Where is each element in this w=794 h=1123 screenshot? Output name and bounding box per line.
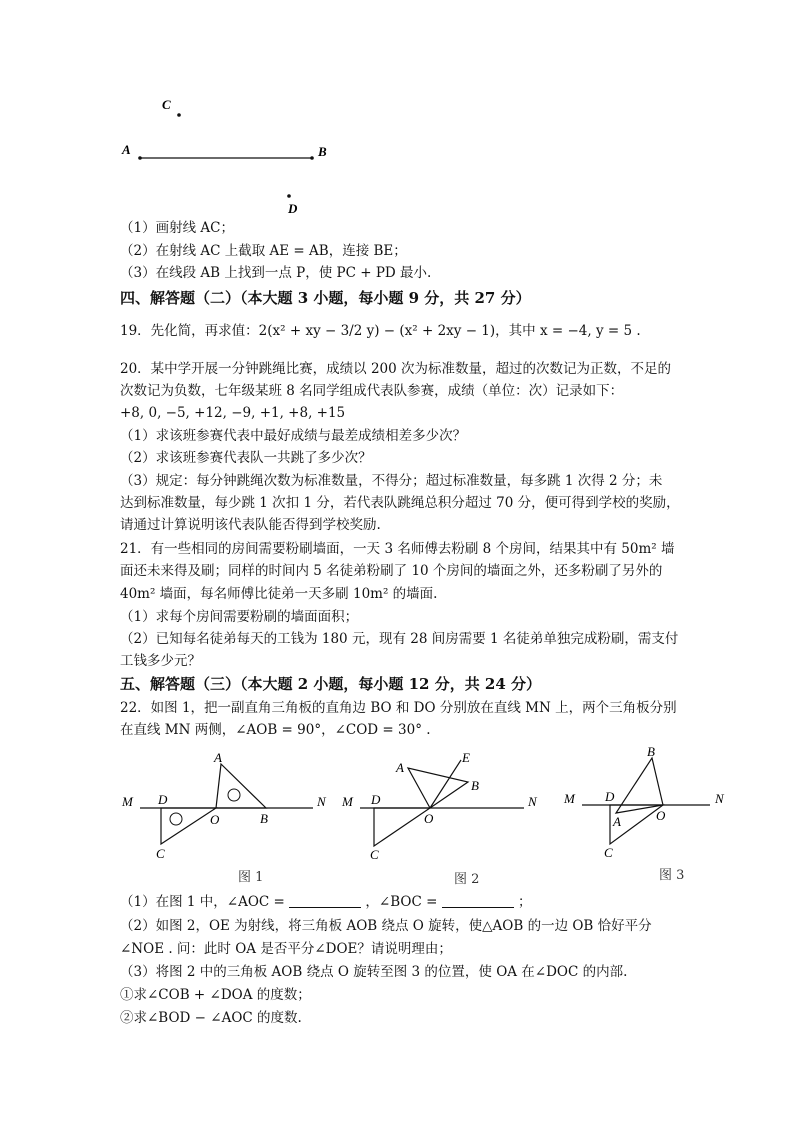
figure-3-caption: 图 3	[659, 868, 685, 883]
label-B: B	[260, 811, 268, 826]
point-C	[177, 113, 181, 117]
label-B: B	[647, 744, 655, 759]
triangle-hole	[228, 789, 240, 801]
label-A: A	[122, 142, 131, 157]
figure-2	[338, 746, 548, 863]
q20-line6: （3）规定：每分钟跳绳次数为标准数量，不得分；超过标准数量，每多跳 1 次得 2 分；未	[120, 473, 663, 489]
q22-sub3: （3）将图 2 中的三角板 AOB 绕点 O 旋转至图 3 的位置，使 OA 在∠DOC 的内部.	[120, 964, 628, 980]
answer-blank-aoc[interactable]	[289, 893, 361, 908]
q20-line7: 达到标准数量，每少跳 1 次扣 1 分，若代表队跳绳总积分超过 70 分，便可得到学校的奖励，	[120, 495, 680, 511]
q22-sub1-part-a: （1）在图 1 中，∠AOC =	[120, 894, 285, 910]
label-D: D	[371, 792, 381, 807]
triangle-COD	[161, 808, 216, 844]
q18-step2: （2）在射线 AC 上截取 AE = AB，连接 BE；	[120, 243, 407, 259]
label-B: B	[471, 778, 479, 793]
label-D: D	[288, 201, 298, 216]
section-5-heading: 五、解答题（三）（本大题 2 小题，每小题 12 分，共 24 分）	[120, 675, 542, 693]
point-A	[138, 156, 142, 160]
triangle-AOB	[408, 768, 468, 808]
point-line-figure	[110, 90, 350, 220]
q22-sub1-part-b: ，∠BOC =	[365, 894, 438, 910]
figure-3	[560, 744, 736, 862]
ray-OE	[430, 760, 461, 808]
q22-sub1	[120, 892, 532, 912]
label-C: C	[156, 846, 165, 861]
label-M: M	[342, 794, 353, 809]
label-C: C	[370, 847, 379, 862]
label-O: O	[210, 812, 220, 827]
q19-text: 19．先化简，再求值：2(x² + xy − 3/2 y) − (x² + 2xy − 1)，其中 x = −4, y = 5 .	[120, 323, 641, 339]
label-N: N	[528, 794, 537, 809]
label-B: B	[318, 144, 327, 159]
label-C: C	[162, 97, 171, 112]
answer-blank-boc[interactable]	[442, 893, 514, 908]
q22-line2: 在直线 MN 两侧，∠AOB = 90°，∠COD = 30° .	[120, 722, 431, 738]
q21-line3: 40m² 墙面，每名师傅比徒弟一天多刷 10m² 的墙面.	[120, 586, 438, 602]
q20-line3: +8, 0, −5, +12, −9, +1, +8, +15	[120, 405, 346, 421]
q22-sub1-part-c: ；	[518, 894, 532, 910]
q20-line8: 请通过计算说明该代表队能否得到学校奖励.	[120, 517, 381, 533]
q22-sub3-part1: ①求∠COB + ∠DOA 的度数；	[120, 987, 311, 1003]
q21-line6: 工钱多少元？	[120, 653, 201, 669]
figure-1-caption: 图 1	[238, 870, 264, 885]
q18-step1: （1）画射线 AC；	[120, 220, 234, 236]
label-A: A	[396, 760, 404, 775]
label-C: C	[604, 845, 613, 860]
label-N: N	[317, 794, 326, 809]
q21-line1: 21．有一些相同的房间需要粉刷墙面，一天 3 名师傅去粉刷 8 个房间，结果其中有 50m² 墙	[120, 541, 675, 557]
triangle-hole	[170, 813, 182, 825]
q22-sub2-line2: ∠NOE . 问：此时 OA 是否平分∠DOE？请说明理由；	[120, 941, 452, 957]
label-E: E	[462, 750, 470, 765]
triangle-COD	[374, 808, 430, 846]
q21-line4: （1）求每个房间需要粉刷的墙面面积；	[120, 609, 359, 625]
q21-line2: 面还未来得及刷；同样的时间内 5 名徒弟粉刷了 10 个房间的墙面之外，还多粉刷了另外的	[120, 563, 663, 579]
label-D: D	[605, 789, 615, 804]
q20-line5: （2）求该班参赛代表队一共跳了多少次？	[120, 450, 372, 466]
q18-step3: （3）在线段 AB 上找到一点 P，使 PC + PD 最小.	[120, 265, 432, 281]
point-B	[310, 156, 314, 160]
label-D: D	[158, 792, 168, 807]
figure-2-caption: 图 2	[454, 872, 480, 887]
q20-line1: 20．某中学开展一分钟跳绳比赛，成绩以 200 次为标准数量，超过的次数记为正数，不足的	[120, 361, 672, 377]
label-O: O	[656, 808, 666, 823]
point-D	[287, 194, 291, 198]
label-M: M	[122, 794, 133, 809]
label-A: A	[613, 814, 621, 829]
q22-sub3-part2: ②求∠BOD − ∠AOC 的度数.	[120, 1010, 302, 1026]
q20-line2: 次数记为负数，七年级某班 8 名同学组成代表队参赛，成绩（单位：次）记录如下：	[120, 383, 624, 399]
q22-line1: 22．如图 1，把一副直角三角板的直角边 BO 和 DO 分别放在直线 MN 上，两个三角板分别	[120, 700, 677, 716]
figure-1	[118, 748, 338, 863]
triangle-AOB	[216, 764, 266, 808]
label-M: M	[564, 791, 575, 806]
label-O: O	[424, 811, 434, 826]
section-4-heading: 四、解答题（二）（本大题 3 小题，每小题 9 分，共 27 分）	[120, 289, 531, 307]
q21-line5: （2）已知每名徒弟每天的工钱为 180 元，现有 28 间房需要 1 名徒弟单独完成粉刷，需支付	[120, 631, 679, 647]
label-A: A	[214, 750, 222, 765]
q20-line4: （1）求该班参赛代表中最好成绩与最差成绩相差多少次？	[120, 428, 467, 444]
q22-sub2-line1: （2）如图 2，OE 为射线，将三角板 AOB 绕点 O 旋转，使△AOB 的一边 OB 恰好平分	[120, 918, 652, 934]
label-N: N	[715, 791, 724, 806]
